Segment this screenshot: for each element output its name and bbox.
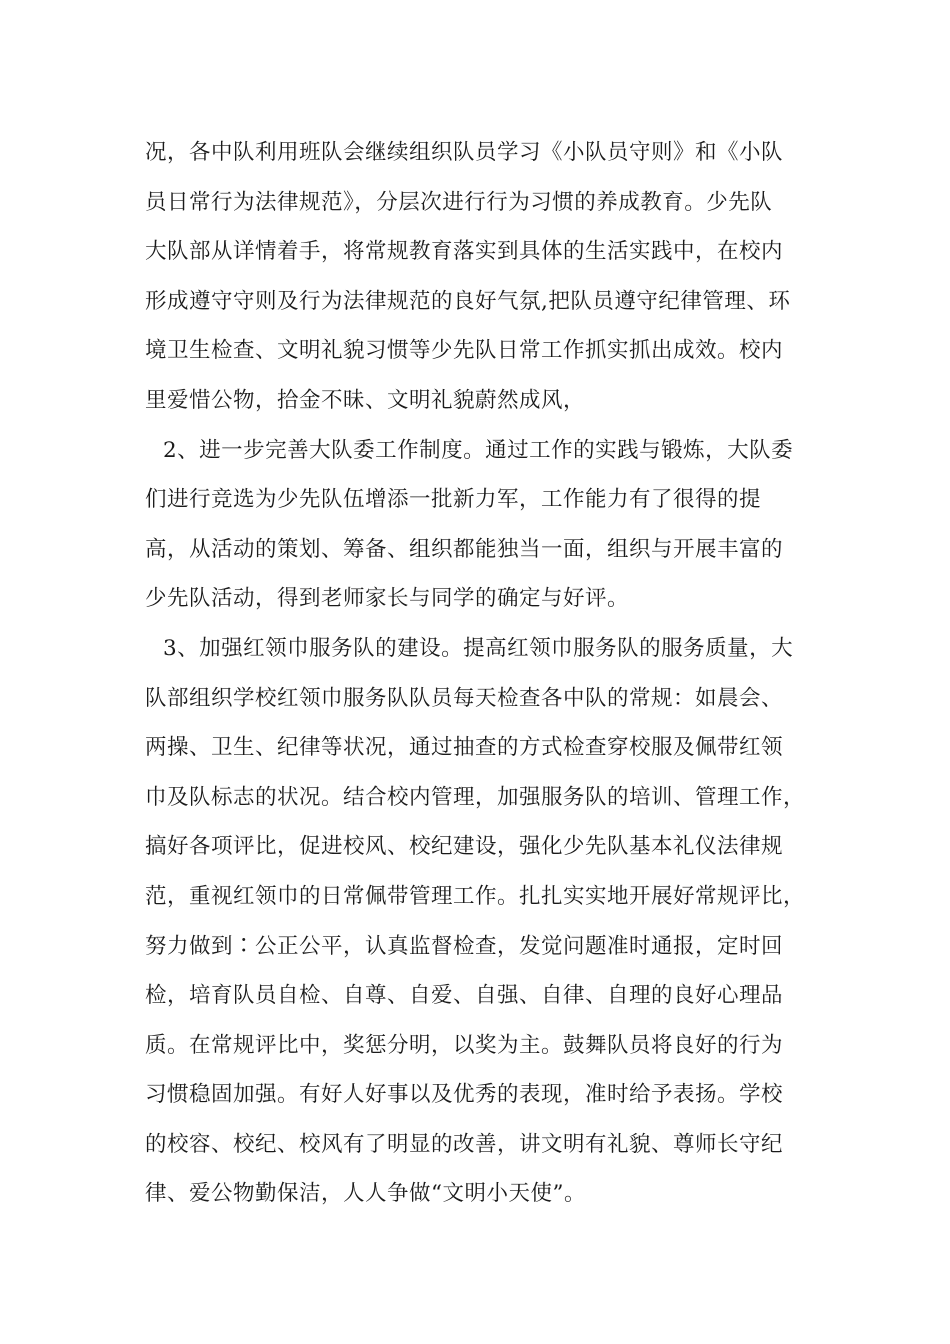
text-line: 大队部从详情着手，将常规教育落实到具体的生活实践中，在校内	[145, 239, 784, 265]
body-text	[145, 128, 825, 1219]
text-line: 里爱惜公物，拾金不昧、文明礼貌蔚然成风，	[145, 387, 586, 413]
text-line: 质。在常规评比中，奖惩分明，以奖为主。鼓舞队员将良好的行为	[145, 1032, 784, 1058]
text-line: 的校容、校纪、校风有了明显的改善，讲文明有礼貌、尊师长守纪	[145, 1131, 784, 1157]
text-line: 搞好各项评比，促进校风、校纪建设，强化少先队基本礼仪法律规	[145, 834, 784, 860]
text-line: 范，重视红领巾的日常佩带管理工作。扎扎实实地开展好常规评比，	[145, 883, 806, 909]
text-line: 队部组织学校红领巾服务队队员每天检查各中队的常规：如晨会、	[145, 685, 784, 711]
text-line: 巾及队标志的状况。结合校内管理，加强服务队的培训、管理工作，	[145, 784, 806, 810]
text-line: 形成遵守守则及行为法律规范的良好气氛,把队员遵守纪律管理、环	[145, 288, 791, 314]
paragraph-2-start: 2、进一步完善大队委工作制度。通过工作的实践与锻炼，大队委	[163, 437, 794, 463]
text-line: 境卫生检查、文明礼貌习惯等少先队日常工作抓实抓出成效。校内	[145, 338, 784, 364]
text-line: 况，各中队利用班队会继续组织队员学习《小队员守则》和《小队	[145, 140, 784, 165]
text-line: 少先队活动，得到老师家长与同学的确定与好评。	[145, 586, 630, 612]
text-line: 们进行竞选为少先队伍增添一批新力军，工作能力有了很得的提	[145, 487, 762, 513]
text-line: 检，培育队员自检、自尊、自爱、自强、自律、自理的良好心理品	[145, 983, 784, 1009]
text-line: 律、爱公物勤保洁，人人争做“文明小天使”。	[145, 1181, 586, 1207]
text-line: 高，从活动的策划、筹备、组织都能独当一面，组织与开展丰富的	[145, 536, 784, 562]
text-line: 员日常行为法律规范》，分层次进行行为习惯的养成教育。少先队	[145, 189, 773, 215]
text-line: 习惯稳固加强。有好人好事以及优秀的表现，准时给予表扬。学校	[145, 1082, 784, 1108]
text-line: 努力做到∶公正公平，认真监督检查，发觉问题准时通报，定时回	[145, 933, 784, 959]
paragraph-3-start: 3、加强红领巾服务队的建设。提高红领巾服务队的服务质量，大	[163, 635, 794, 661]
text-line: 两操、卫生、纪律等状况，通过抽查的方式检查穿校服及佩带红领	[145, 735, 784, 761]
